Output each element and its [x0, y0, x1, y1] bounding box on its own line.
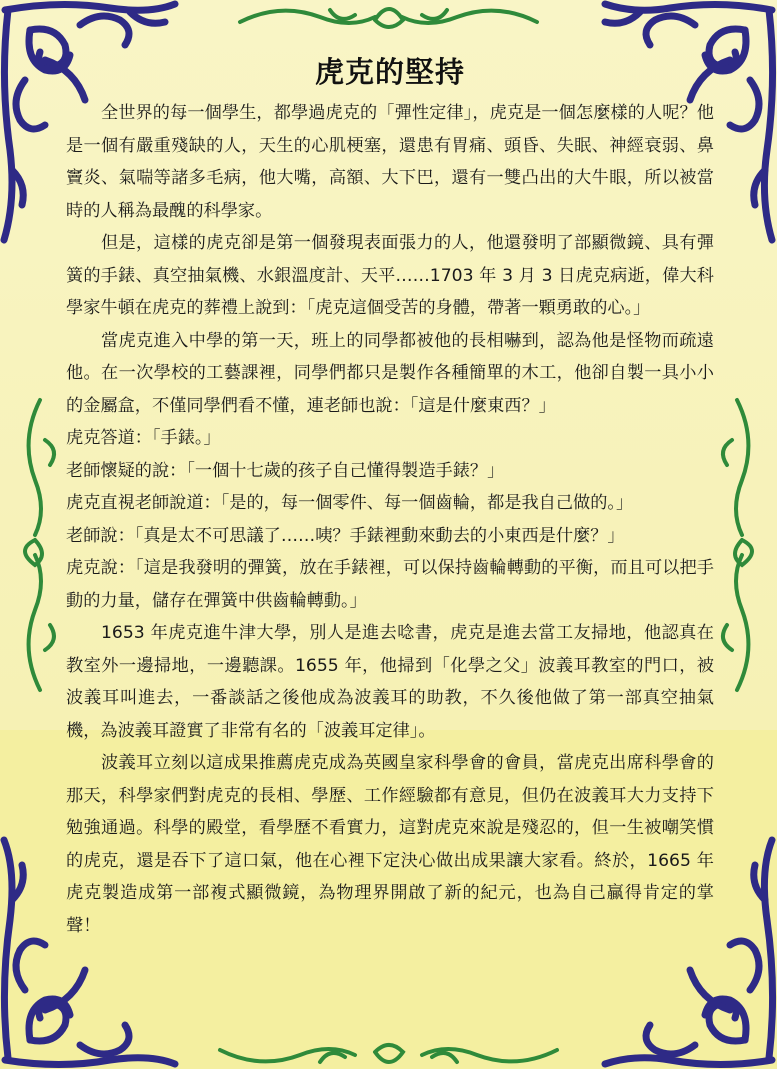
article — [66, 50, 714, 942]
dialogue-line: 虎克說：「這是我發明的彈簧，放在手錶裡，可以保持齒輪轉動的平衡，而且可以把手動的力量，儲存在彈簧中供齒輪轉動。」 — [66, 558, 714, 611]
left-side-ornament — [25, 400, 54, 690]
paragraph-school: 當虎克進入中學的第一天，班上的同學都被他的長相嚇到，認為他是怪物而疏遠他。在一次學校的工藝課裡，同學們都只是製作各種簡單的木工，他卻自製一具小小的金屬盒，不僅同學們看不懂，連老師也說：「這是什麼東西？」 — [66, 330, 714, 416]
paragraph-intro: 全世界的每一個學生，都學過虎克的「彈性定律」，虎克是一個怎麼樣的人呢？他是一個有嚴重殘缺的人，天生的心肌梗塞，還患有胃痛、頭昏、失眠、神經衰弱、鼻竇炎、氣喘等諸多毛病，他大嘴，高額、大下巴，還有一雙凸出的大牛眼，所以被當時的人稱為最醜的科學家。 — [66, 103, 714, 221]
right-side-ornament — [723, 400, 752, 690]
paragraph-royal-society: 波義耳立刻以這成果推薦虎克成為英國皇家科學會的會員，當虎克出席科學會的那天，科學家們對虎克的長相、學歷、工作經驗都有意見，但仍在波義耳大力支持下勉強通過。科學的殿堂，看學歷不看實力，這對虎克來說是殘忍的，但一生被嘲笑慣的虎克，還是吞下了這口氣，他在心裡下定決心做出成果讓大家看。終於，1665 年虎克製造成第一部複式顯微鏡，為物理界開啟了新的紀元，也為自己贏得肯定的掌聲！ — [66, 753, 714, 936]
top-center-ornament — [240, 9, 537, 27]
article-title: 虎克的堅持 — [314, 55, 465, 89]
paragraph-achievements: 但是，這樣的虎克卻是第一個發現表面張力的人，他還發明了部顯微鏡、具有彈簧的手錶、真空抽氣機、水銀溫度計、天平……1703 年 3 月 3 日虎克病逝，偉大科學家牛頓在虎克的葬禮上說到：「虎克這個受苦的身體，帶著一顆勇敢的心。」 — [66, 233, 714, 318]
dialogue-line: 虎克答道：「手錶。」 — [66, 428, 221, 448]
paragraph-oxford: 1653 年虎克進牛津大學，別人是進去唸書，虎克是進去當工友掃地，他認真在教室外一邊掃地，一邊聽課。1655 年，他掃到「化學之父」波義耳教室的門口，被波義耳叫進去，一番談話之後他成為波義耳的助教，不久後他做了第一部真空抽氣機，為波義耳證實了非常有名的「波義耳定律」。 — [66, 623, 714, 741]
bottom-center-ornament — [220, 1045, 557, 1062]
dialogue-line: 虎克直視老師說道：「是的，每一個零件、每一個齒輪，都是我自己做的。」 — [66, 493, 634, 513]
dialogue-line: 老師懷疑的說：「一個十七歲的孩子自己懂得製造手錶？」 — [66, 460, 505, 481]
dialogue-line: 老師說：「真是太不可思議了……咦？手錶裡動來動去的小東西是什麼？」 — [66, 525, 625, 546]
